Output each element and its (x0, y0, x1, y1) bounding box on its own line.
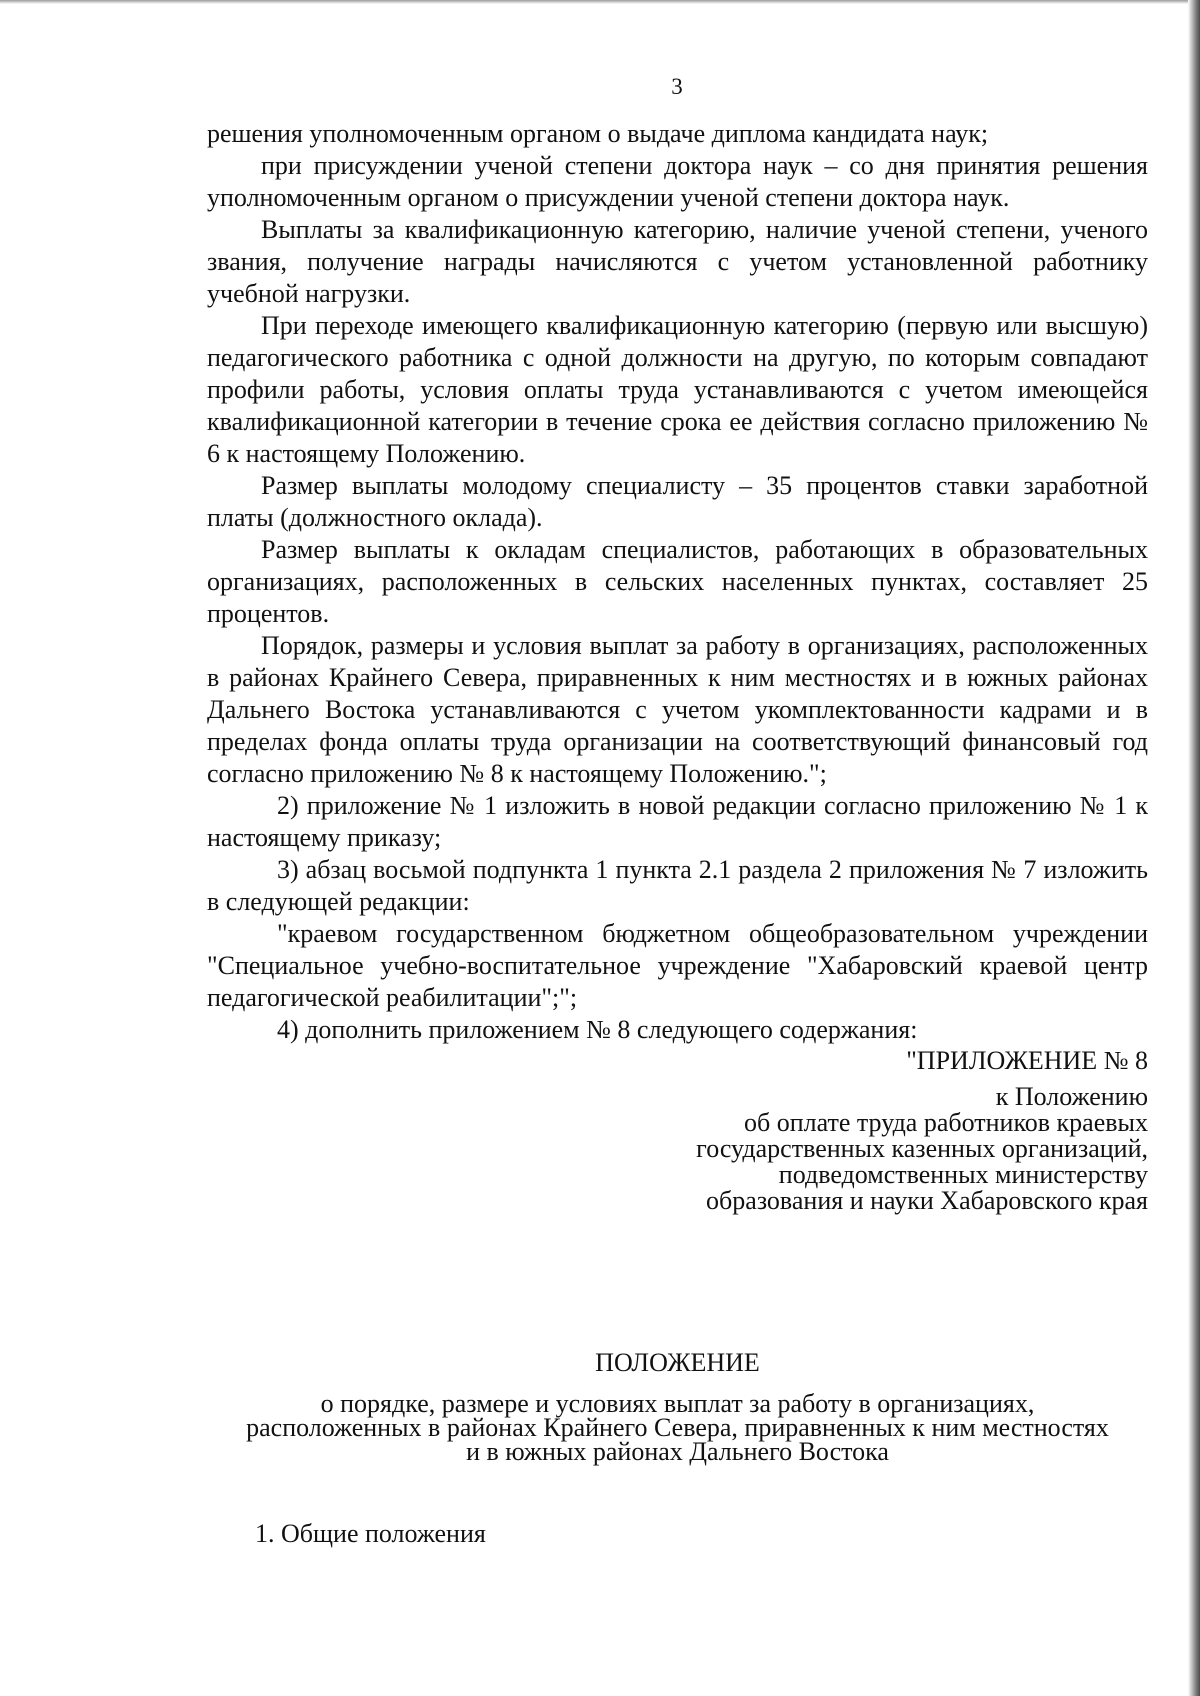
document-body (207, 118, 1148, 1214)
appendix-reference (207, 1084, 1148, 1214)
page-number: 3 (671, 74, 683, 99)
regulation-subtitle-line-2: расположенных в районах Крайнего Севера, приравненных к ним местностях (246, 1413, 1109, 1442)
regulation-subtitle (207, 1389, 1148, 1466)
paragraph-3: Выплаты за квалификационную категорию, наличие ученой степени, ученого звания, получение награды начисляются с учетом установленной работнику учебной нагрузки. (207, 215, 1148, 308)
appendix-label: "ПРИЛОЖЕНИЕ № 8 (906, 1046, 1148, 1075)
paragraph-4: При переходе имеющего квалификационную категорию (первую или высшую) педагогического работника с одной должности на другую, по которым совпадают профили работы, условия оплаты труда устанавливаются с учетом имеющейся квалификационной категории в течение срока ее действия согласно приложению № 6 к настоящему Положению. (207, 311, 1148, 468)
paragraph-5: Размер выплаты молодому специалисту – 35 процентов ставки заработной платы (должностного оклада). (207, 471, 1148, 532)
paragraph-9: 3) абзац восьмой подпункта 1 пункта 2.1 раздела 2 приложения № 7 изложить в следующей редакции: (207, 855, 1148, 916)
appendix-line-1: к Положению (995, 1082, 1148, 1111)
paragraph-6: Размер выплаты к окладам специалистов, работающих в образовательных организациях, расположенных в сельских населенных пунктах, составляет 25 процентов. (207, 535, 1148, 628)
regulation-subtitle-line-3: и в южных районах Дальнего Востока (466, 1437, 889, 1466)
appendix-line-3: государственных казенных организаций, (696, 1134, 1148, 1163)
section-heading: 1. Общие положения (255, 1519, 486, 1548)
paragraph-11: 4) дополнить приложением № 8 следующего содержания: (277, 1015, 918, 1044)
appendix-line-2: об оплате труда работников краевых (743, 1108, 1148, 1137)
page-top-edge (0, 0, 1200, 4)
page-right-edge (1188, 0, 1200, 1696)
paragraph-10: "краевом государственном бюджетном общеобразовательном учреждении "Специальное учебно-воспитательное учреждение "Хабаровский краевой центр педагогической реабилитации";"; (207, 919, 1148, 1012)
paragraph-2: при присуждении ученой степени доктора наук – со дня принятия решения уполномоченным органом о присуждении ученой степени доктора наук. (207, 151, 1148, 212)
regulation-subtitle-line-1: о порядке, размере и условиях выплат за работу в организациях, (320, 1389, 1035, 1418)
appendix-line-5: образования и науки Хабаровского края (706, 1186, 1148, 1215)
appendix-line-4: подведомственных министерству (778, 1160, 1148, 1189)
paragraph-1: решения уполномоченным органом о выдаче диплома кандидата наук; (207, 119, 989, 148)
regulation-title: ПОЛОЖЕНИЕ (595, 1348, 760, 1377)
paragraph-8: 2) приложение № 1 изложить в новой редакции согласно приложению № 1 к настоящему приказу; (207, 791, 1148, 852)
paragraph-7: Порядок, размеры и условия выплат за работу в организациях, расположенных в районах Крайнего Севера, приравненных к ним местностях и в южных районах Дальнего Востока устанавливаются с учетом укомплектованности кадрами и в пределах фонда оплаты труда организации на соответствующий финансовый год согласно приложению № 8 к настоящему Положению."; (207, 631, 1148, 788)
